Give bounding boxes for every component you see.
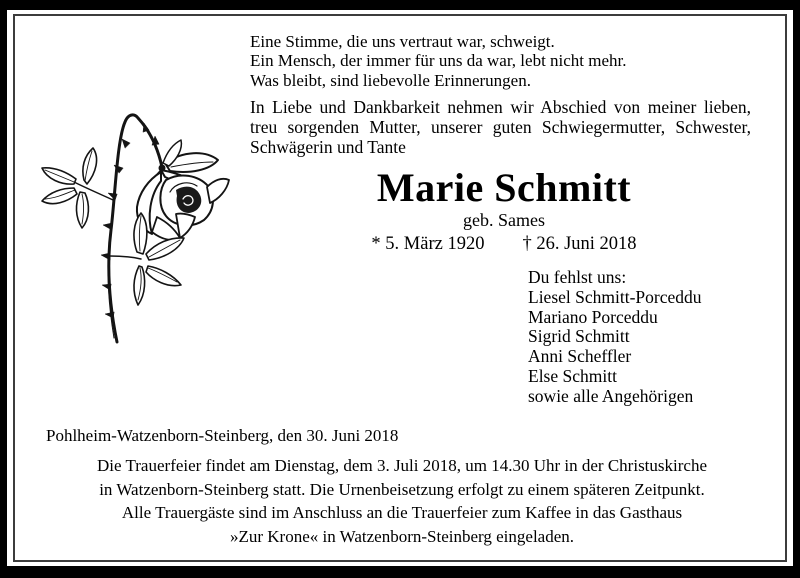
reception-line: Alle Trauergäste sind im Anschluss an die Trauerfeier zum Kaffee in das Gasthaus bbox=[121, 503, 683, 522]
verse-line: Ein Mensch, der immer für uns da war, lebt nicht mehr. bbox=[250, 51, 627, 71]
intro-line: Schwägerin und Tante bbox=[250, 137, 406, 157]
opening-verse bbox=[250, 32, 627, 90]
mourner-name: Anni Scheffler bbox=[528, 346, 632, 367]
mourners-list bbox=[528, 268, 702, 407]
mourner-name: Mariano Porceddu bbox=[528, 306, 658, 327]
reception-details bbox=[42, 501, 762, 548]
life-dates bbox=[250, 233, 758, 255]
verse-line: Eine Stimme, die uns vertraut war, schweigt. bbox=[250, 32, 555, 51]
rose-illustration bbox=[20, 80, 250, 400]
death-date: † 26. Juni 2018 bbox=[522, 234, 637, 254]
intro-text bbox=[250, 97, 751, 157]
place-date-line: Pohlheim-Watzenborn-Steinberg, den 30. Juni 2018 bbox=[46, 426, 399, 445]
birth-date: * 5. März 1920 bbox=[371, 234, 485, 254]
reception-line: »Zur Krone« in Watzenborn-Steinberg eingeladen. bbox=[229, 526, 575, 546]
mourner-name: sowie alle Angehörigen bbox=[528, 385, 694, 406]
funeral-details bbox=[42, 454, 762, 501]
mourner-name: Else Schmitt bbox=[528, 365, 617, 386]
deceased-name: Marie Schmitt bbox=[376, 165, 632, 210]
funeral-line: in Watzenborn-Steinberg statt. Die Urnenbeisetzung erfolgt zu einem späteren Zeitpunkt. bbox=[99, 479, 705, 499]
intro-line: In Liebe und Dankbarkeit nehmen wir Abschied von meiner lieben, bbox=[250, 97, 751, 117]
mourner-name: Sigrid Schmitt bbox=[528, 326, 630, 347]
funeral-line: Die Trauerfeier findet am Dienstag, dem 3. Juli 2018, um 14.30 Uhr in der Christuskirche bbox=[97, 456, 707, 475]
name-block bbox=[250, 166, 758, 255]
mourner-name: Liesel Schmitt-Porceddu bbox=[528, 286, 702, 307]
verse-line: Was bleibt, sind liebevolle Erinnerungen. bbox=[250, 70, 531, 90]
mourners-heading: Du fehlst uns: bbox=[528, 267, 627, 287]
intro-line: treu sorgenden Mutter, unserer guten Schwiegermutter, Schwester, bbox=[250, 117, 751, 137]
maiden-name: geb. Sames bbox=[463, 210, 545, 230]
